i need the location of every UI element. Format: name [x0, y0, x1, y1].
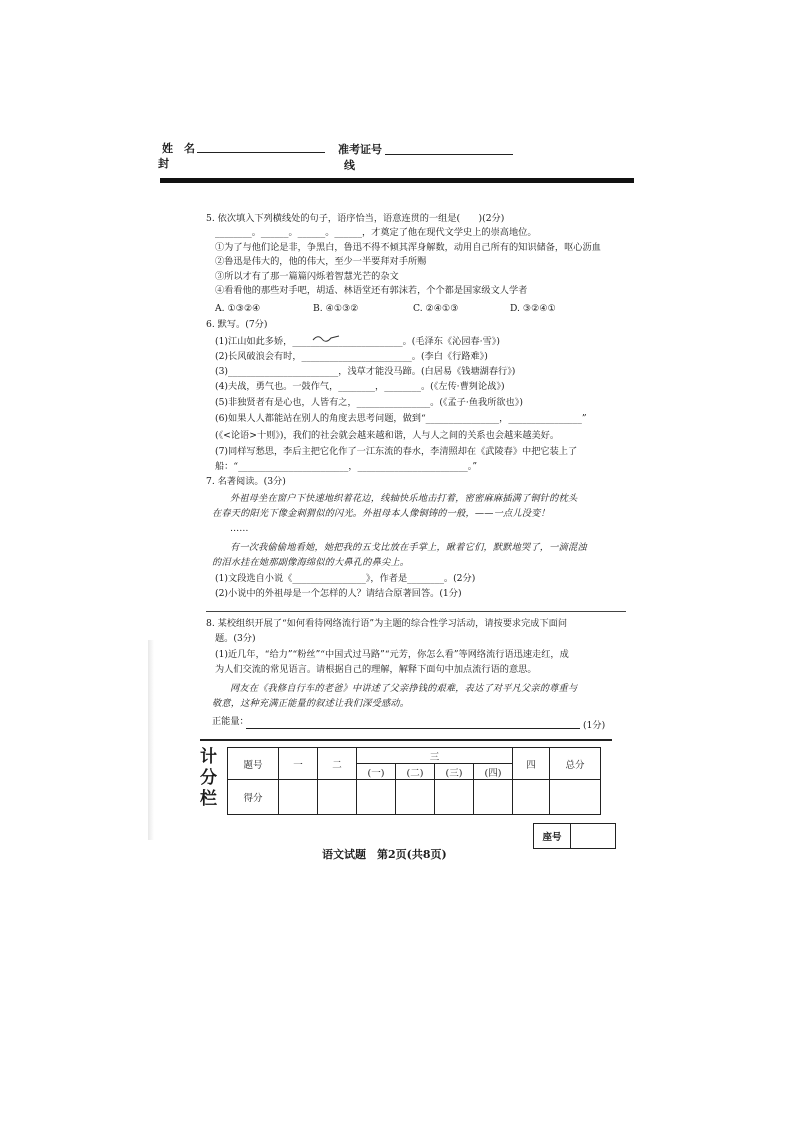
q7-sub-1: (1)文段选自小说《________________》，作者是________。(2分)	[215, 573, 476, 584]
q6-line-7a: (7)同样写愁思，李后主把它化作了一江东流的春水，李清照却在《武陵春》中把它装上了	[215, 446, 578, 457]
score-subcol-2: (二)	[396, 764, 435, 780]
scan-shadow	[148, 640, 154, 840]
q8-answer-score: (1分)	[583, 720, 606, 731]
q6-line-6b: (《<论语>十则》)，我们的社会就会越来越和谐，人与人之间的关系也会越来越美好。	[215, 430, 560, 441]
q6-line-3: (3)________________________，浅草才能没马蹄。(白居易《钱塘湖春行》)	[215, 366, 516, 377]
q6-line-4: (4)夫战，勇气也。一鼓作气，________，________。(《左传·曹刿论战》)	[215, 381, 505, 392]
q7-passage-1b: 在春天的阳光下像金刺猬似的闪光。外祖母本人像铜铸的一般，——一点儿没变！	[212, 508, 550, 519]
q6-line-5: (5)非独贤者有是心也，人皆有之，________________。(《孟子·鱼我所欲也》)	[215, 397, 523, 408]
q7-passage-1a: 外祖母坐在窗户下快速地织着花边，线轴快乐地击打着，密密麻麻插满了铜针的枕头	[230, 493, 578, 504]
q8-title-a: 8. 某校组织开展了“如何看待网络流行语”为主题的综合性学习活动，请按要求完成下面问	[206, 618, 568, 629]
q5-sentence-1: ①为了与他们论是非，争黑白，鲁迅不得不倾其浑身解数，动用自己所有的知识储备，呕心沥血	[215, 242, 601, 253]
q7-title: 7. 名著阅读。(3分)	[206, 476, 286, 487]
score-cell[interactable]	[513, 780, 550, 815]
q6-title: 6. 默写。(7分)	[206, 319, 268, 330]
q7-sub-2: (2)小说中的外祖母是一个怎样的人？请结合原著回答。(1分)	[215, 588, 462, 599]
score-subcol-4: (四)	[474, 764, 513, 780]
q5-stem: 5. 依次填入下列横线处的句子，语序恰当，语意连贯的一组是( )(2分)	[206, 213, 505, 224]
score-top-rule	[200, 739, 612, 741]
q8-answer-blank	[246, 728, 580, 729]
q8-sub-1a: (1)近几年，“给力”“粉丝”“中国式过马路”“元芳，你怎么看”等网络流行语迅速走红，成	[215, 649, 569, 660]
q6-line-2: (2)长风破浪会有时，________________________。(李白《行路难》)	[215, 351, 488, 362]
score-cell[interactable]	[396, 780, 435, 815]
score-cell[interactable]	[474, 780, 513, 815]
q8-sub-1b: 为人们交流的常见语言。请根据自己的理解，解释下面句中加点流行语的意思。	[215, 664, 537, 675]
q5-blank-line: ________。______。______。______，才奠定了他在现代文学史上的崇高地位。	[215, 227, 537, 238]
seal-line-char: 线	[344, 159, 355, 172]
seat-number-field[interactable]	[571, 824, 616, 849]
score-header-label: 题号	[228, 748, 279, 780]
q5-sentence-2: ②鲁迅是伟大的，他的伟大，至少一半要拜对手所赐	[215, 256, 427, 267]
q5-option-b: B. ④①③②	[313, 303, 359, 314]
score-cell[interactable]	[279, 780, 318, 815]
score-col-1: 一	[279, 748, 318, 780]
q6-line-7b: 船：“________________________，________________________。”	[215, 461, 478, 472]
q8-example-a: 网友在《我修自行车的老爸》中讲述了父亲挣钱的艰难，表达了对平凡父亲的尊重与	[230, 683, 578, 694]
pen-mark	[312, 333, 340, 343]
q8-answer-label: 正能量：	[212, 716, 249, 727]
score-table	[227, 747, 601, 815]
score-cell[interactable]	[550, 780, 601, 815]
score-col-total: 总分	[550, 748, 601, 780]
q5-option-a: A. ①③②④	[215, 303, 261, 314]
q7-ellipsis: ……	[230, 523, 249, 534]
q5-option-c: C. ②④①③	[413, 303, 459, 314]
q6-line-6a: (6)如果人人都能站在别人的角度去思考问题，做到“________________，________________”	[215, 413, 587, 424]
name-blank	[197, 152, 325, 153]
score-col-4: 四	[513, 748, 550, 780]
q5-option-d: D. ③②④①	[510, 303, 556, 314]
q8-title-b: 题。(3分)	[215, 633, 256, 644]
seat-number-box	[533, 823, 616, 849]
q5-sentence-3: ③所以才有了那一篇篇闪烁着智慧光芒的杂文	[215, 271, 399, 282]
q7-answer-line	[206, 611, 626, 612]
score-row-label: 得分	[228, 780, 279, 815]
exam-id-label: 准考证号	[338, 143, 382, 156]
header-rule	[160, 178, 634, 183]
score-cell[interactable]	[435, 780, 474, 815]
score-side-1: 计	[200, 747, 217, 767]
q8-example-b: 敬意，这种充满正能量的叙述让我们深受感动。	[212, 698, 410, 709]
seat-label: 座号	[534, 824, 571, 849]
score-side-2: 分	[200, 768, 217, 788]
exam-id-blank	[385, 154, 513, 155]
q5-sentence-4: ④看看他的那些对手吧，胡适、林语堂还有郭沫若，个个都是国家级文人学者	[215, 285, 528, 296]
q6-line-1: (1)江山如此多娇，________________________。(毛泽东《沁园春·雪》)	[215, 336, 500, 347]
score-cell[interactable]	[318, 780, 357, 815]
score-col-3: 三	[357, 748, 513, 764]
q7-passage-2b: 的泪水挂在她那副像海绵似的大鼻孔的鼻尖上。	[212, 557, 410, 568]
score-col-2: 二	[318, 748, 357, 780]
score-subcol-1: (一)	[357, 764, 396, 780]
name-label: 姓 名	[162, 142, 195, 155]
score-cell[interactable]	[357, 780, 396, 815]
q7-passage-2a: 有一次我偷偷地看她，她把我的五戈比放在手掌上，瞅着它们，默默地哭了，一滴混浊	[230, 542, 587, 553]
seal-left-char: 封	[158, 157, 169, 170]
score-subcol-3: (三)	[435, 764, 474, 780]
score-side-3: 栏	[200, 789, 217, 809]
page-footer: 语文试题 第2页(共8页)	[322, 848, 447, 861]
